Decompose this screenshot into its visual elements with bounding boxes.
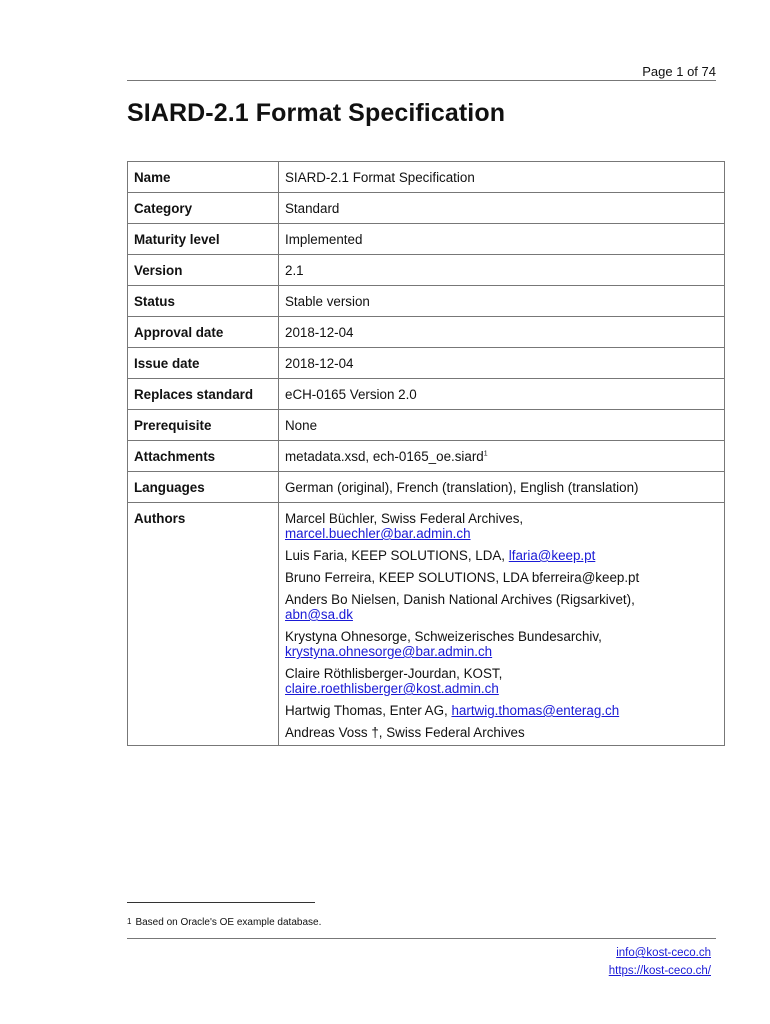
metadata-value: [279, 379, 725, 410]
metadata-value-text: 2.1: [285, 263, 304, 278]
metadata-value-text: Standard: [285, 201, 340, 216]
metadata-key: Approval date: [128, 317, 279, 348]
metadata-row: [128, 472, 725, 503]
metadata-value-text: 2018-12-04: [285, 325, 354, 340]
metadata-key: Name: [128, 162, 279, 193]
page-indicator: Page 1 of 74: [642, 64, 716, 79]
author-email-link[interactable]: krystyna.ohnesorge@bar.admin.ch: [285, 644, 493, 659]
metadata-row: [128, 286, 725, 317]
metadata-row: [128, 224, 725, 255]
footnote-mark: 1: [127, 917, 132, 926]
author-text: Bruno Ferreira, KEEP SOLUTIONS, LDA: [285, 570, 529, 585]
metadata-key: Attachments: [128, 441, 279, 472]
footer-email-link[interactable]: info@kost-ceco.ch: [616, 947, 711, 959]
metadata-value-text: eCH-0165 Version 2.0: [285, 387, 417, 402]
author-entry: [285, 592, 718, 622]
author-entry: [285, 725, 718, 740]
author-text: Marcel Büchler, Swiss Federal Archives,: [285, 511, 524, 526]
metadata-row: [128, 255, 725, 286]
metadata-row: [128, 441, 725, 472]
author-entry: [285, 570, 718, 585]
author-email-link[interactable]: claire.roethlisberger@kost.admin.ch: [285, 681, 499, 696]
metadata-key: Issue date: [128, 348, 279, 379]
metadata-key: Status: [128, 286, 279, 317]
metadata-row: [128, 317, 725, 348]
metadata-row: [128, 348, 725, 379]
author-entry: [285, 703, 718, 718]
metadata-table-body: [128, 162, 725, 746]
authors-list: [279, 503, 725, 746]
metadata-key: Category: [128, 193, 279, 224]
author-text: Krystyna Ohnesorge, Schweizerisches Bundesarchiv,: [285, 629, 602, 644]
footer-separator: [127, 938, 716, 939]
authors-label: Authors: [128, 503, 279, 746]
author-email: bferreira@keep.pt: [531, 570, 640, 585]
author-entry: [285, 511, 718, 541]
metadata-value: [279, 317, 725, 348]
metadata-value-text: metadata.xsd, ech-0165_oe.siard: [285, 449, 484, 464]
metadata-row: [128, 379, 725, 410]
metadata-value-text: Implemented: [285, 232, 363, 247]
footnote-text: Based on Oracle's OE example database.: [135, 917, 322, 928]
metadata-value: [279, 410, 725, 441]
metadata-value: [279, 193, 725, 224]
author-email-link[interactable]: marcel.buechler@bar.admin.ch: [285, 526, 471, 541]
author-entry: [285, 629, 718, 659]
author-text: Andreas Voss †, Swiss Federal Archives: [285, 725, 525, 740]
metadata-value-text: Stable version: [285, 294, 370, 309]
author-text: Hartwig Thomas, Enter AG,: [285, 703, 448, 718]
page-header: [127, 64, 716, 81]
metadata-value-text: None: [285, 418, 318, 433]
author-entry: [285, 666, 718, 696]
author-email-link[interactable]: hartwig.thomas@enterag.ch: [451, 703, 620, 718]
footer-website-link[interactable]: https://kost-ceco.ch/: [608, 965, 711, 977]
metadata-value-text: 2018-12-04: [285, 356, 354, 371]
metadata-value: [279, 286, 725, 317]
metadata-row: [128, 410, 725, 441]
metadata-row: [128, 193, 725, 224]
metadata-value: [279, 472, 725, 503]
authors-row: [128, 503, 725, 746]
author-text: Claire Röthlisberger-Jourdan, KOST,: [285, 666, 503, 681]
metadata-value: [279, 162, 725, 193]
author-text: Anders Bo Nielsen, Danish National Archives (Rigsarkivet),: [285, 592, 635, 607]
metadata-value-text: German (original), French (translation), English (translation): [285, 480, 639, 495]
footnote-reference: 1: [483, 450, 488, 458]
metadata-key: Replaces standard: [128, 379, 279, 410]
metadata-value: [279, 348, 725, 379]
metadata-value-text: SIARD-2.1 Format Specification: [285, 170, 475, 185]
metadata-key: Version: [128, 255, 279, 286]
footnote: [127, 917, 321, 928]
metadata-key: Prerequisite: [128, 410, 279, 441]
metadata-row: [128, 162, 725, 193]
metadata-value: [279, 255, 725, 286]
metadata-value: [279, 224, 725, 255]
metadata-value: [279, 441, 725, 472]
page-footer: [609, 944, 711, 980]
document-title: SIARD-2.1 Format Specification: [127, 99, 506, 127]
metadata-key: Maturity level: [128, 224, 279, 255]
author-email-link[interactable]: lfaria@keep.pt: [508, 548, 596, 563]
footnote-separator: [127, 902, 315, 903]
author-text: Luis Faria, KEEP SOLUTIONS, LDA,: [285, 548, 506, 563]
metadata-table: [127, 161, 725, 746]
metadata-key: Languages: [128, 472, 279, 503]
author-email-link[interactable]: abn@sa.dk: [285, 607, 353, 622]
author-entry: [285, 548, 718, 563]
